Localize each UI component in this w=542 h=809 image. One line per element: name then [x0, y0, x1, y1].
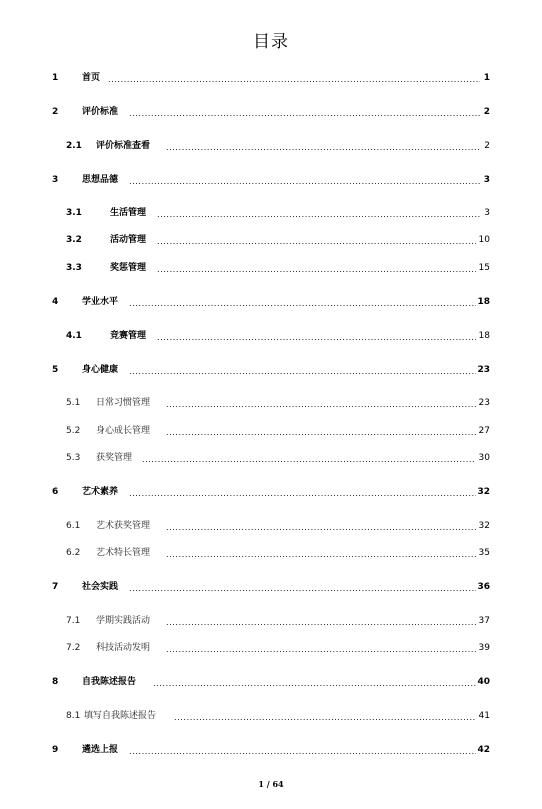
toc-entry[interactable]: [0, 451, 542, 465]
toc-entry-label: 科技活动发明: [96, 643, 151, 653]
toc-leader-dots: [166, 424, 476, 438]
toc-entry-number: 3.3: [66, 263, 82, 273]
toc-entry-label: 社会实践: [82, 582, 119, 592]
toc-entry[interactable]: [0, 261, 542, 275]
toc-leader-dots: [129, 580, 476, 594]
toc-leader-dots: [129, 363, 476, 377]
toc-entry[interactable]: [0, 295, 542, 309]
toc-entry-label: 身心成长管理: [96, 426, 151, 436]
toc-entry-number: 7: [52, 582, 59, 592]
toc-entry[interactable]: [0, 743, 542, 757]
page-title: 目录: [253, 32, 289, 52]
toc-leader-dots: [142, 451, 476, 465]
toc-entry-page: 23: [477, 365, 490, 375]
toc-entry-page: 2: [483, 107, 490, 117]
toc-entry-number: 6: [52, 487, 59, 497]
toc-entry-page: 3: [483, 175, 490, 185]
toc-entry[interactable]: [0, 363, 542, 377]
toc-entry[interactable]: [0, 71, 542, 85]
toc-entry-label: 奖惩管理: [110, 263, 147, 273]
toc-entry-label: 遴选上报: [82, 745, 119, 755]
toc-entry-number: 6.2: [66, 548, 81, 558]
toc-entry-page: 23: [478, 398, 490, 408]
toc-entry-label: 身心健康: [82, 365, 119, 375]
toc-entry-number: 5.2: [66, 426, 81, 436]
toc-entry-page: 36: [477, 582, 490, 592]
toc-entry-page: 2: [484, 141, 490, 151]
toc-entry-number: 7.2: [66, 643, 81, 653]
toc-entry-number: 8: [52, 677, 59, 687]
toc-leader-dots: [129, 173, 480, 187]
toc-leader-dots: [129, 485, 476, 499]
toc-entry-page: 37: [478, 616, 490, 626]
toc-entry-page: 40: [477, 677, 490, 687]
toc-leader-dots: [166, 614, 476, 628]
toc-entry-page: 27: [478, 426, 490, 436]
toc-entry-page: 18: [478, 331, 490, 341]
toc-entry-number: 5: [52, 365, 59, 375]
toc-entry-number: 2.1: [66, 141, 82, 151]
toc-entry-number: 1: [52, 73, 59, 83]
toc-leader-dots: [157, 233, 476, 247]
toc-entry-label: 思想品德: [82, 175, 119, 185]
toc-entry-label: 自我陈述报告: [82, 677, 137, 687]
toc-entry[interactable]: [0, 546, 542, 560]
toc-leader-dots: [153, 675, 476, 689]
toc-leader-dots: [157, 261, 476, 275]
toc-leader-dots: [129, 105, 480, 119]
toc-entry-number: 7.1: [66, 616, 81, 626]
toc-entry-label: 活动管理: [110, 235, 147, 245]
toc-entry-number: 4.1: [66, 331, 82, 341]
toc-entry-page: 15: [478, 263, 490, 273]
toc-entry-label: 竞赛管理: [110, 331, 147, 341]
page-number-footer: 1 / 64: [258, 779, 284, 789]
toc-entry-number: 5.3: [66, 453, 81, 463]
toc-entry[interactable]: [0, 614, 542, 628]
toc-entry[interactable]: [0, 485, 542, 499]
toc-entry-label: 学期实践活动: [96, 616, 151, 626]
toc-entry-page: 3: [484, 208, 490, 218]
toc-entry-label: 生活管理: [110, 208, 147, 218]
toc-entry[interactable]: [0, 105, 542, 119]
toc-leader-dots: [157, 206, 480, 220]
toc-entry-label: 获奖管理: [96, 453, 133, 463]
toc-entry-page: 1: [483, 73, 490, 83]
toc-leader-dots: [166, 139, 480, 153]
toc-entry[interactable]: [0, 641, 542, 655]
toc-leader-dots: [166, 519, 476, 533]
toc-entry-page: 32: [478, 521, 490, 531]
toc-entry[interactable]: [0, 424, 542, 438]
toc-leader-dots: [174, 709, 476, 723]
toc-entry-page: 41: [478, 711, 490, 721]
toc-entry[interactable]: [0, 519, 542, 533]
toc-entry-number: 3: [52, 175, 59, 185]
toc-entry-label: 评价标准: [82, 107, 119, 117]
toc-leader-dots: [108, 71, 480, 85]
toc-leader-dots: [166, 546, 476, 560]
toc-leader-dots: [129, 295, 476, 309]
toc-entry-page: 39: [478, 643, 490, 653]
toc-entry-label: 首页: [82, 73, 101, 83]
toc-entry-number: 5.1: [66, 398, 81, 408]
toc-entry[interactable]: [0, 675, 542, 689]
toc-leader-dots: [129, 743, 476, 757]
toc-entry-page: 30: [478, 453, 490, 463]
toc-entry[interactable]: [0, 173, 542, 187]
toc-entry-page: 18: [477, 297, 490, 307]
toc-entry-label: 学业水平: [82, 297, 119, 307]
toc-entry-label: 日常习惯管理: [96, 398, 151, 408]
toc-leader-dots: [166, 396, 476, 410]
toc-entry-label: 艺术特长管理: [96, 548, 151, 558]
toc-entry[interactable]: [0, 139, 542, 153]
toc-entry-page: 32: [477, 487, 490, 497]
toc-entry-page: 10: [478, 235, 490, 245]
toc-entry-label: 评价标准查看: [96, 141, 151, 151]
toc-entry[interactable]: [0, 580, 542, 594]
toc-entry-number: 3.1: [66, 208, 82, 218]
toc-entry-number: 4: [52, 297, 59, 307]
toc-entry-number: 9: [52, 745, 59, 755]
toc-entry-label: 填写自我陈述报告: [84, 711, 157, 721]
toc-entry[interactable]: [0, 709, 542, 723]
toc-entry-number: 2: [52, 107, 59, 117]
toc-entry-number: 6.1: [66, 521, 81, 531]
toc-entry-number: 8.1: [66, 711, 81, 721]
toc-entry[interactable]: [0, 206, 542, 220]
toc-entry-label: 艺术素养: [82, 487, 119, 497]
toc-entry[interactable]: [0, 233, 542, 247]
toc-entry-label: 艺术获奖管理: [96, 521, 151, 531]
toc-entry-number: 3.2: [66, 235, 82, 245]
toc-entry[interactable]: [0, 396, 542, 410]
toc-entry-page: 42: [477, 745, 490, 755]
toc-entry[interactable]: [0, 329, 542, 343]
toc-leader-dots: [157, 329, 476, 343]
toc-leader-dots: [166, 641, 476, 655]
toc-entry-page: 35: [478, 548, 490, 558]
